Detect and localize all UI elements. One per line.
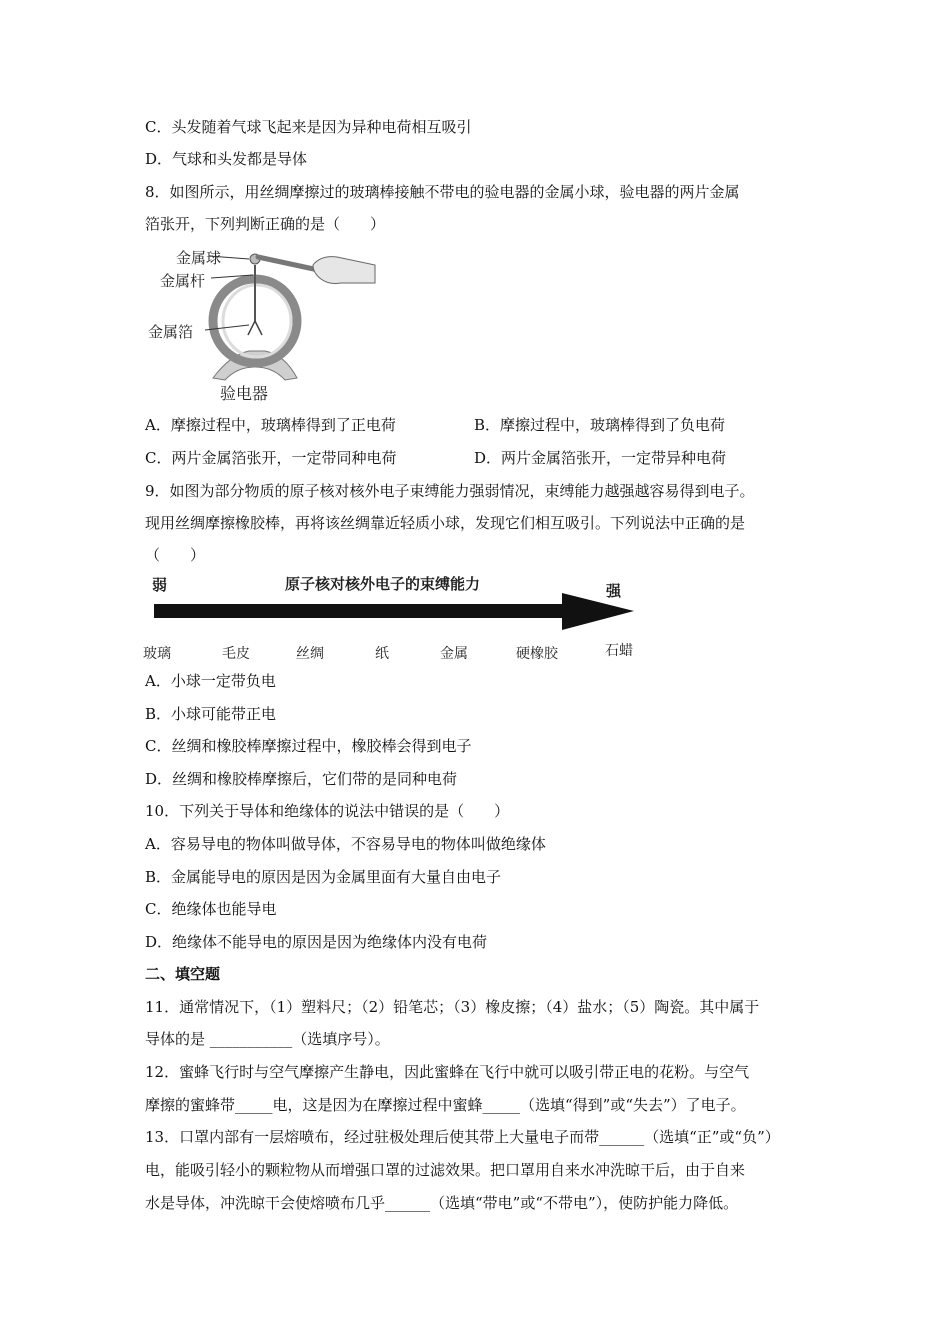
material-hard-rubber: 硬橡胶 [516, 646, 558, 662]
q7-option-d: D．气球和头发都是导体 [145, 150, 308, 168]
hand [313, 257, 375, 284]
q9-stem-line2: 现用丝绸摩擦橡胶棒，再将该丝绸靠近轻质小球，发现它们相互吸引。下列说法中正确的是 [145, 514, 746, 532]
material-paraffin: 石蜡 [605, 643, 633, 659]
q11-line2: 导体的是 ___________（选填序号）。 [145, 1030, 390, 1048]
material-fur: 毛皮 [222, 646, 250, 662]
binding-strength-arrow [150, 590, 640, 636]
q10-option-d: D．绝缘体不能导电的原因是因为绝缘体内没有电荷 [145, 933, 488, 951]
electroscope-ring-inner [223, 285, 291, 357]
figure-caption-electroscope: 验电器 [220, 384, 269, 403]
label-strong: 强 [606, 582, 622, 600]
q9-stem-line1: 9．如图为部分物质的原子核对核外电子束缚能力强弱情况，束缚能力越强越容易得到电子。 [145, 482, 755, 500]
label-metal-ball: 金属球 [176, 249, 222, 267]
q8-stem-line2: 箔张开，下列判断正确的是（ ） [145, 215, 386, 233]
q7-option-c: C．头发随着气球飞起来是因为异种电荷相互吸引 [145, 118, 472, 136]
q8-option-a: A．摩擦过程中，玻璃棒得到了正电荷 [145, 416, 396, 434]
label-metal-foil: 金属箔 [148, 323, 194, 341]
material-metal: 金属 [440, 646, 468, 662]
q8-option-c: C．两片金属箔张开，一定带同种电荷 [145, 449, 397, 467]
section-title-fill-in: 二、填空题 [145, 965, 221, 983]
q9-option-d: D．丝绸和橡胶棒摩擦后，它们带的是同种电荷 [145, 770, 458, 788]
q10-stem: 10．下列关于导体和绝缘体的说法中错误的是（ ） [145, 802, 510, 820]
q13-line1: 13．口罩内部有一层熔喷布，经过驻极处理后使其带上大量电子而带______（选填“正”或“负”） [145, 1128, 780, 1146]
q12-line2: 摩擦的蜜蜂带_____电，这是因为在摩擦过程中蜜蜂_____（选填“得到”或“失去”）了电子。 [145, 1096, 746, 1114]
q9-stem-line3: （ ） [145, 546, 206, 564]
q10-option-c: C．绝缘体也能导电 [145, 900, 277, 918]
label-weak: 弱 [152, 576, 168, 594]
q8-option-b: B．摩擦过程中，玻璃棒得到了负电荷 [474, 416, 726, 434]
q9-option-b: B．小球可能带正电 [145, 705, 277, 723]
material-paper: 纸 [375, 646, 389, 662]
q9-option-a: A．小球一定带负电 [145, 672, 276, 690]
q13-line2: 电，能吸引轻小的颗粒物从而增强口罩的过滤效果。把口罩用自来水冲洗晾干后，由于自来 [145, 1161, 746, 1179]
material-glass: 玻璃 [143, 646, 171, 662]
q8-stem-line1: 8．如图所示，用丝绸摩擦过的玻璃棒接触不带电的验电器的金属小球，验电器的两片金属 [145, 183, 740, 201]
q11-line1: 11．通常情况下，（1）塑料尺；（2）铅笔芯；（3）橡皮擦；（4）盐水；（5）陶瓷。其中属于 [145, 998, 760, 1016]
q8-option-d: D．两片金属箔张开，一定带异种电荷 [474, 449, 727, 467]
q12-line1: 12．蜜蜂飞行时与空气摩擦产生静电，因此蜜蜂在飞行中就可以吸引带正电的花粉。与空气 [145, 1063, 750, 1081]
material-silk: 丝绸 [296, 646, 324, 662]
q10-option-a: A．容易导电的物体叫做导体，不容易导电的物体叫做绝缘体 [145, 835, 546, 853]
q10-option-b: B．金属能导电的原因是因为金属里面有大量自由电子 [145, 868, 502, 886]
label-metal-rod: 金属杆 [160, 272, 206, 290]
metal-foils [248, 321, 262, 335]
q13-line3: 水是导体，冲洗晾干会使熔喷布几乎______（选填“带电”或“不带电”），使防护能力降低。 [145, 1194, 739, 1212]
arrow-title: 原子核对核外电子的束缚能力 [285, 575, 481, 593]
q9-option-c: C．丝绸和橡胶棒摩擦过程中，橡胶棒会得到电子 [145, 737, 472, 755]
